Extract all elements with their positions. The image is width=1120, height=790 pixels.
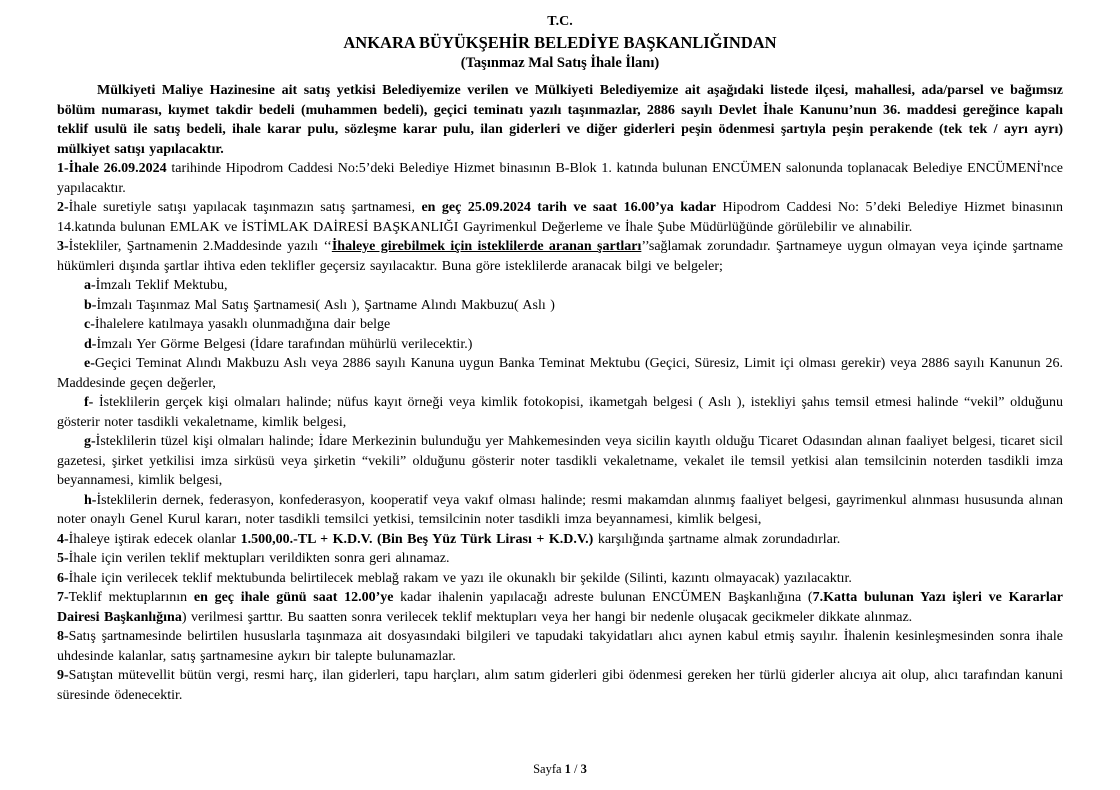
text-segment: 2- xyxy=(57,200,69,215)
text-segment: ) verilmesi şarttır. Bu saatten sonra verilecek teklif mektupları veya her hangi bir nedenle oluşacak gecikmeler dikkate alınmaz. xyxy=(181,609,913,625)
intro-paragraph xyxy=(57,81,1063,159)
text-segment: 1.500,00.-TL + K.D.V. (Bin Beş Yüz Türk Lirası + K.D.V.) xyxy=(240,531,594,547)
item-2 xyxy=(57,198,1063,237)
item-4 xyxy=(57,530,1063,550)
text-segment: Satıştan mütevellit bütün vergi, resmi harç, ilan giderleri, tapu harçları, alım satım giderleri gibi ödenmesi gereken her türlü giderler alıcıya ait olup, alıcı tarafından kanuni süresinde ödenecektir. xyxy=(57,668,1063,703)
sub-item-d xyxy=(57,335,1063,355)
text-segment: 3 xyxy=(580,762,587,776)
text-segment: 4- xyxy=(57,531,69,547)
text-segment: f- xyxy=(84,395,94,410)
item-9 xyxy=(57,666,1063,705)
text-segment: karşılığında şartname almak zorundadırlar. xyxy=(593,531,841,547)
document-header xyxy=(0,12,1120,73)
sub-item-e xyxy=(57,354,1063,393)
text-segment: 3- xyxy=(57,239,69,254)
text-segment: Sayfa xyxy=(533,762,565,776)
text-segment: İmzalı Teklif Mektubu, xyxy=(95,278,228,293)
text-segment: 9- xyxy=(57,668,69,683)
text-segment: c- xyxy=(84,317,95,332)
text-segment: ’’sağlamak zorundadır. Şartnameye uygun olmayan veya içinde şartname hükümleri dışında şartlar ihtiva eden teklifler geçersiz sayılacaktır. Buna göre isteklilerde aranacak bilgi ve belgeler; xyxy=(57,239,1063,274)
text-segment: Hipodrom Caddesi No: 5’deki Belediye Hizmet binasının 14.katında bulunan EMLAK ve İSTİMLAK DAİRESİ BAŞKANLIĞI Gayrimenkul Değerleme ve İhale Şube Müdürlüğünde görülebilir ve alınabilir. xyxy=(57,200,1063,235)
text-segment: e- xyxy=(84,356,95,371)
text-segment: Mülkiyeti Maliye Hazinesine ait satış yetkisi Belediyemize verilen ve Mülkiyeti Belediyemize ait aşağıdaki listede ilçesi, mahallesi, ada/parsel ve bağımsız bölüm numarası, kıymet takdir bedeli (muhammen bedeli), geçici teminatı yazılı taşınmazlar, 2886 sayılı Devlet İhale Kanunu’nun 36. maddesi gereğince kapalı teklif usulü ile satış bedeli, ihale karar pulu, sözleşme karar pulu, ilan giderleri ve diğer giderleri peşin ödenmesi şartıyla peşin perakende (tek tek / ayrı ayrı) mülkiyet satışı yapılacaktır. xyxy=(57,83,1063,157)
item-3 xyxy=(57,237,1063,276)
text-segment: Satış şartnamesinde belirtilen hususlarla taşınmaza ait dosyasındaki bilgileri ve tapudaki takyidatları alıcı aynen kabul etmiş sayılır. İhalenin kesinleşmesinden sonra ihale uhdesinde kalanlar, satış şartnamesine aykırı bir talepte bulunamazlar. xyxy=(57,629,1063,664)
text-segment: İsteklilerin gerçek kişi olmaları halinde; nüfus kayıt örneği veya kimlik fotokopisi, ikametgah belgesi ( Aslı ), istekliyi şahıs temsil etmesi halinde “vekil” olduğunu gösterir noter tasdikli vekaletname, kimlik belgesi, xyxy=(57,395,1063,430)
text-segment: İhale için verilen teklif mektupları verildikten sonra geri alınamaz. xyxy=(68,551,450,566)
text-segment: Geçici Teminat Alındı Makbuzu Aslı veya 2886 sayılı Kanuna uygun Banka Teminat Mektubu (Geçici, Süresiz, Limit içi olması gerekir) veya 2886 sayılı Kanunun 26. Maddesinde geçen değerler, xyxy=(57,356,1063,391)
sub-item-b xyxy=(57,296,1063,316)
text-segment: İmzalı Yer Görme Belgesi (İdare tarafından mühürlü verilecektir.) xyxy=(96,336,473,352)
text-segment: en geç ihale günü saat 12.00’ye xyxy=(193,590,394,605)
text-segment: b- xyxy=(84,297,97,313)
header-subtitle: (Taşınmaz Mal Satış İhale İlanı) xyxy=(460,55,660,71)
text-segment: h- xyxy=(84,492,97,508)
item-7 xyxy=(57,588,1063,627)
text-segment: / xyxy=(570,762,581,776)
text-segment: 5- xyxy=(57,551,69,566)
text-segment: 1-İhale 26.09.2024 xyxy=(57,161,167,176)
text-segment: 7- xyxy=(57,590,69,605)
text-segment: 8- xyxy=(57,629,69,644)
text-segment: İhale suretiyle satışı yapılacak taşınmazın satış şartnamesi, xyxy=(68,200,422,215)
text-segment: Teklif mektuplarının xyxy=(68,590,194,605)
sub-item-g xyxy=(57,432,1063,491)
text-segment: İhaleye girebilmek için isteklilerde aranan şartları xyxy=(331,239,642,254)
item-5 xyxy=(57,549,1063,569)
text-segment: 1 xyxy=(564,762,571,776)
text-segment: İhalelere katılmaya yasaklı olunmadığına dair belge xyxy=(94,317,391,332)
header-title: ANKARA BÜYÜKŞEHİR BELEDİYE BAŞKANLIĞINDAN xyxy=(343,33,777,52)
text-segment: en geç 25.09.2024 tarih ve saat 16.00’ya kadar xyxy=(421,200,716,215)
document-body xyxy=(57,81,1063,705)
text-segment: tarihinde Hipodrom Caddesi No:5’deki Belediye Hizmet binasının B-Blok 1. katında bulunan ENCÜMEN salonunda toplanacak Belediye ENCÜMENİ'nce yapılacaktır. xyxy=(57,161,1064,196)
text-segment: g- xyxy=(84,434,96,449)
sub-item-c xyxy=(57,315,1063,335)
sub-item-f xyxy=(57,393,1063,432)
text-segment: İstekliler, Şartnamenin 2.Maddesinde yazılı ‘‘ xyxy=(68,239,332,254)
text-segment: d- xyxy=(84,336,97,352)
page-footer xyxy=(0,762,1120,777)
text-segment: İhaleye iştirak edecek olanlar xyxy=(68,531,241,547)
text-segment: İhale için verilecek teklif mektubunda belirtilecek meblağ rakam ve yazı ile okunaklı bir şekilde (Silinti, kazıntı olmayacak) yazılacaktır. xyxy=(68,570,852,586)
sub-item-h xyxy=(57,491,1063,530)
text-segment: 7.Katta bulunan Yazı işleri ve Kararlar Dairesi Başkanlığına xyxy=(57,590,1063,625)
text-segment: kadar ihalenin yapılacağı adreste bulunan ENCÜMEN Başkanlığına ( xyxy=(393,590,813,605)
item-8 xyxy=(57,627,1063,666)
text-segment: İsteklilerin dernek, federasyon, konfederasyon, kooperatif veya vakıf olması halinde; resmi makamdan alınmış faaliyet belgesi, gayrimenkul alınması hususunda alınan noter onaylı Genel Kurul kararı, noter tasdikli temsilci yetkisi, temsilcinin noter tasdikli imza beyannamesi, kimlik belgesi, xyxy=(57,492,1063,527)
sub-item-a xyxy=(57,276,1063,296)
text-segment: a- xyxy=(84,278,96,293)
text-segment: İsteklilerin tüzel kişi olmaları halinde; İdare Merkezinin bulunduğu yer Mahkemesinden veya sicilin kayıtlı olduğu Ticaret Odasından alınan faaliyet belgesi, ticaret sicil gazetesi, şirket yetkilisi imza sirküsü veya şirketin “vekili” olduğunu gösterir noter tasdikli vekaletname, vekalet ile temsil yetkisi alan temsilcinin noterden tasdikli imza beyannamesi, kimlik belgesi, xyxy=(57,434,1063,488)
text-segment: İmzalı Taşınmaz Mal Satış Şartnamesi( Aslı ), Şartname Alındı Makbuzu( Aslı ) xyxy=(96,297,555,313)
item-6 xyxy=(57,569,1063,589)
header-tc: T.C. xyxy=(547,14,573,29)
text-segment: 6- xyxy=(57,570,69,586)
item-1 xyxy=(57,159,1063,198)
